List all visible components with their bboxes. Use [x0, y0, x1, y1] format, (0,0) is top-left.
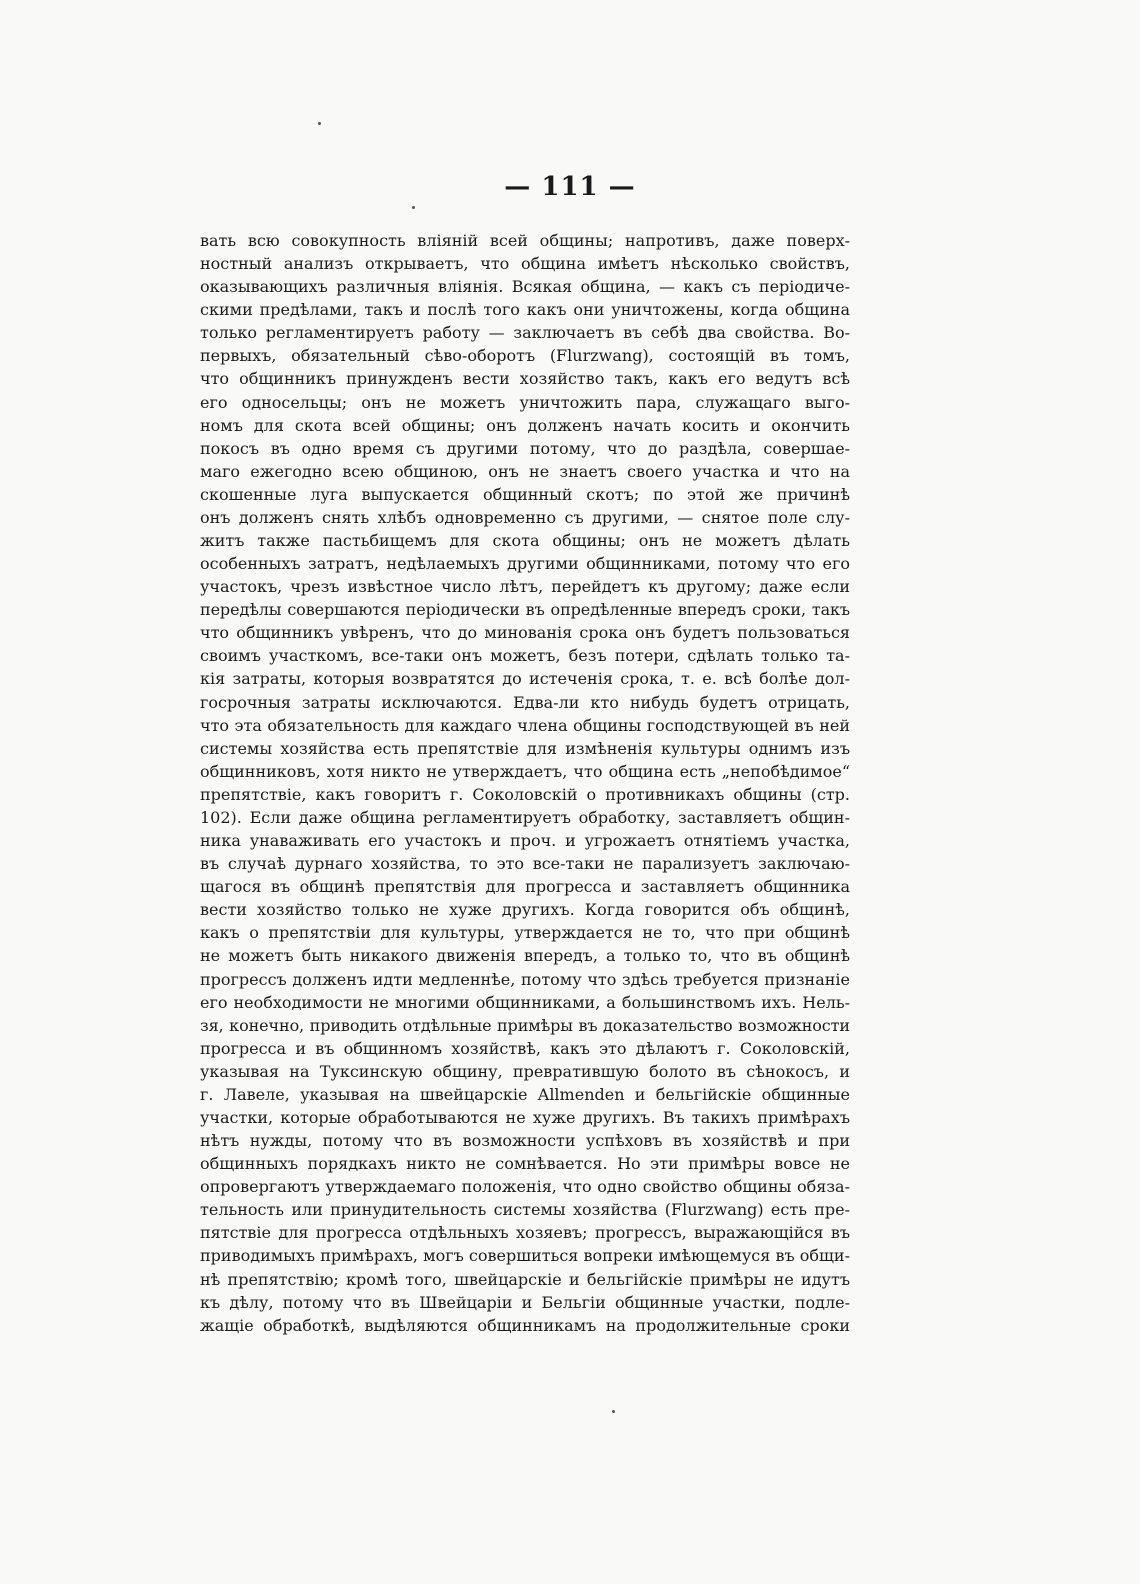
text-line: онъ долженъ снять хлѣбъ одновременно съ другими, — снятое поле слу- — [200, 507, 850, 527]
text-line: нѣ препятствiю; кромѣ того, швейцарскiе и бельгiйскiе примѣры не идутъ — [200, 1269, 850, 1289]
text-line: первыхъ, обязательный сѣво-оборотъ (Flurzwang), состоящiй въ томъ, — [200, 346, 850, 366]
text-line: госрочныя затраты исключаются. Едва-ли кто нибудь будетъ отрицать, — [200, 692, 850, 712]
body-text — [200, 229, 850, 1337]
text-line: приводимыхъ примѣрахъ, могъ совершиться вопреки имѣющемуся въ общи- — [200, 1246, 850, 1266]
text-line: щагося въ общинѣ препятствiя для прогресса и заставляетъ общинника — [200, 877, 850, 897]
page-number: — 111 — — [504, 172, 636, 202]
text-line: опровергаютъ утверждаемаго положенiя, что одно свойство общины обяза- — [200, 1177, 850, 1197]
text-line: 102). Если даже община регламентируетъ обработку, заставляетъ общин- — [200, 807, 850, 827]
text-line: маго ежегодно всею общиною, онъ не знаетъ своего участка и что на — [200, 461, 850, 481]
text-line: номъ для скота всей общины; онъ долженъ начать косить и окончить — [200, 415, 850, 435]
text-line: его необходимости не многими общинниками, а большинствомъ ихъ. Нель- — [200, 992, 850, 1012]
text-line: системы хозяйства есть препятствiе для измѣненiя культуры однимъ изъ — [200, 738, 850, 758]
text-line: особенныхъ затратъ, недѣлаемыхъ другими общинниками, потому что его — [200, 554, 850, 574]
text-line: препятствiе, какъ говоритъ г. Соколовскiй о противникахъ общины (стр. — [200, 784, 850, 804]
text-line: жащiе обработкѣ, выдѣляются общинникамъ на продолжительные сроки — [200, 1315, 850, 1335]
text-line: скими предѣлами, такъ и послѣ того какъ они уничтожены, когда община — [200, 300, 850, 320]
text-line: своимъ участкомъ, все-таки онъ можетъ, безъ потери, сдѣлать только та- — [200, 646, 850, 666]
print-speck — [318, 122, 321, 125]
text-line: оказывающихъ различныя влiянiя. Всякая община, — какъ съ перiодиче- — [200, 277, 850, 297]
text-line: кiя затраты, которыя возвратятся до истеченiя срока, т. е. всѣ болѣе дол- — [200, 669, 850, 689]
text-line: нѣтъ нужды, потому что въ возможности успѣховъ въ хозяйствѣ и при — [200, 1131, 850, 1151]
text-line: что общинникъ увѣренъ, что до минованiя срока онъ будетъ пользоваться — [200, 623, 850, 643]
text-line: житъ также пастьбищемъ для скота общины; онъ не можетъ дѣлать — [200, 531, 850, 551]
text-line: что эта обязательность для каждаго члена общины господствующей въ ней — [200, 715, 850, 735]
text-line: ностный анализъ открываетъ, что община имѣетъ нѣсколько свойствъ, — [200, 254, 850, 274]
text-line: что общинникъ принужденъ вести хозяйство такъ, какъ его ведутъ всѣ — [200, 369, 850, 389]
text-line: передѣлы совершаются перiодически въ опредѣленные впередъ сроки, такъ — [200, 600, 850, 620]
text-line: какъ о препятствiи для культуры, утверждается не то, что при общинѣ — [200, 923, 850, 943]
text-line: тельность или принудительность системы хозяйства (Flurzwang) есть пре- — [200, 1200, 850, 1220]
text-line: ника унаваживать его участокъ и проч. и угрожаетъ отнятiемъ участка, — [200, 831, 850, 851]
print-speck — [412, 206, 415, 209]
text-line: покосъ въ одно время съ другими потому, что до раздѣла, совершае- — [200, 438, 850, 458]
text-line: скошенные луга выпускается общинный скотъ; по этой же причинѣ — [200, 484, 850, 504]
text-line: общинниковъ, хотя никто не утверждаетъ, что община есть „непобѣдимое“ — [200, 761, 850, 781]
text-line: вать всю совокупность влiянiй всей общины; напротивъ, даже поверх- — [200, 231, 850, 250]
text-line: указывая на Туксинскую общину, превратившую болото въ сѣнокосъ, и — [200, 1061, 850, 1081]
text-line: пятствiе для прогресса отдѣльныхъ хозяевъ; прогрессъ, выражающiйся въ — [200, 1223, 850, 1243]
text-line: въ случаѣ дурнаго хозяйства, то это все-таки не парализуетъ заключаю- — [200, 854, 850, 874]
text-line: его односельцы; онъ не можетъ уничтожить пара, служащаго выго- — [200, 392, 850, 412]
text-line: не можетъ быть никакого движенiя впередъ, а только то, что въ общинѣ — [200, 946, 850, 966]
text-line: только регламентируетъ работу — заключаетъ въ себѣ два свойства. Во- — [200, 323, 850, 343]
text-line: къ дѣлу, потому что въ Швейцарiи и Бельгiи общинные участки, подле- — [200, 1292, 850, 1312]
text-line: прогрессъ долженъ идти медленнѣе, потому что здѣсь требуется признанiе — [200, 969, 850, 989]
text-line: зя, конечно, приводить отдѣльные примѣры въ доказательство возможности — [200, 1015, 850, 1035]
text-line: участокъ, чрезъ извѣстное число лѣтъ, перейдетъ къ другому; даже если — [200, 577, 850, 597]
text-line: г. Лавеле, указывая на швейцарскiе Allmenden и бельгiйскiе общинные — [200, 1084, 850, 1104]
text-line: общинныхъ порядкахъ никто не сомнѣвается. Но эти примѣры вовсе не — [200, 1154, 850, 1174]
text-line: участки, которые обработываются не хуже другихъ. Въ такихъ примѣрахъ — [200, 1107, 850, 1127]
text-line: прогресса и въ общинномъ хозяйствѣ, какъ это дѣлаютъ г. Соколовскiй, — [200, 1038, 850, 1058]
print-speck — [612, 1410, 615, 1413]
text-line: вести хозяйство только не хуже другихъ. Когда говорится объ общинѣ, — [200, 900, 850, 920]
